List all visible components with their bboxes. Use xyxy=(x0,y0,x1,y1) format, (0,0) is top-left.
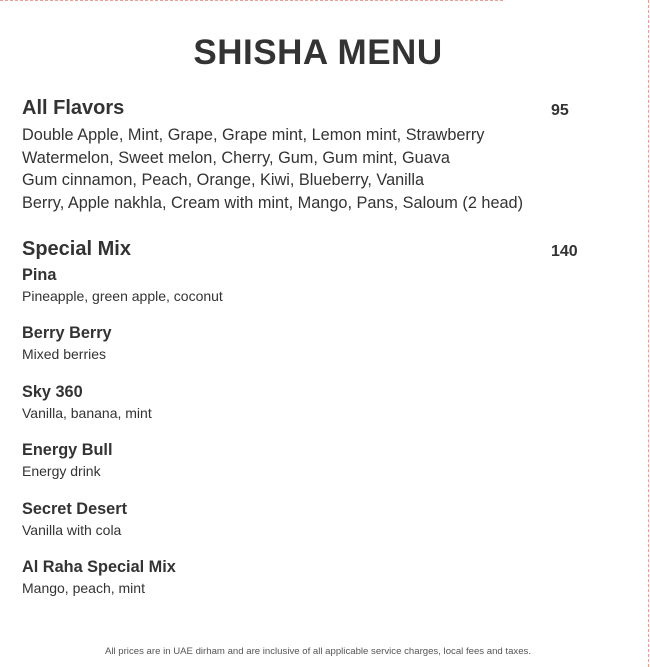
list-item xyxy=(22,499,223,557)
mix-name: Secret Desert xyxy=(22,499,127,518)
flavors-line: Gum cinnamon, Peach, Orange, Kiwi, Blueberry, Vanilla xyxy=(22,171,425,190)
page-border-right xyxy=(648,0,649,667)
mix-description: Vanilla with cola xyxy=(22,521,122,538)
mix-name: Energy Bull xyxy=(22,441,113,460)
mix-description: Mango, peach, mint xyxy=(22,579,145,596)
special-mix-list xyxy=(22,265,223,615)
mix-description: Vanilla, banana, mint xyxy=(22,404,152,421)
list-item xyxy=(22,440,223,498)
flavors-list xyxy=(22,124,523,215)
mix-name: Pina xyxy=(22,266,57,284)
mix-description: Energy drink xyxy=(22,463,101,480)
list-item xyxy=(22,265,223,323)
price-special-mix: 140 xyxy=(551,243,578,260)
flavors-line: Berry, Apple nakhla, Cream with mint, Mango, Pans, Saloum (2 head) xyxy=(22,194,524,213)
section-heading-special-mix: Special Mix xyxy=(22,238,131,260)
price-all-flavors: 95 xyxy=(551,102,569,119)
flavors-line: Double Apple, Mint, Grape, Grape mint, Lemon mint, Strawberry xyxy=(22,126,485,144)
mix-description: Pineapple, green apple, coconut xyxy=(22,288,223,304)
mix-name: Sky 360 xyxy=(22,382,83,401)
list-item xyxy=(22,323,223,381)
page-title: SHISHA MENU xyxy=(193,33,443,72)
mix-description: Mixed berries xyxy=(22,346,107,363)
footer-note: All prices are in UAE dirham and are inclusive of all applicable service charges, local fees and taxes. xyxy=(104,646,532,657)
page-border-top xyxy=(0,0,503,1)
section-heading-all-flavors: All Flavors xyxy=(22,97,125,119)
mix-name: Berry Berry xyxy=(22,324,112,343)
list-item xyxy=(22,557,223,615)
list-item xyxy=(22,382,223,440)
flavors-line: Watermelon, Sweet melon, Cherry, Gum, Gum mint, Guava xyxy=(22,148,450,167)
mix-name: Al Raha Special Mix xyxy=(22,557,176,576)
